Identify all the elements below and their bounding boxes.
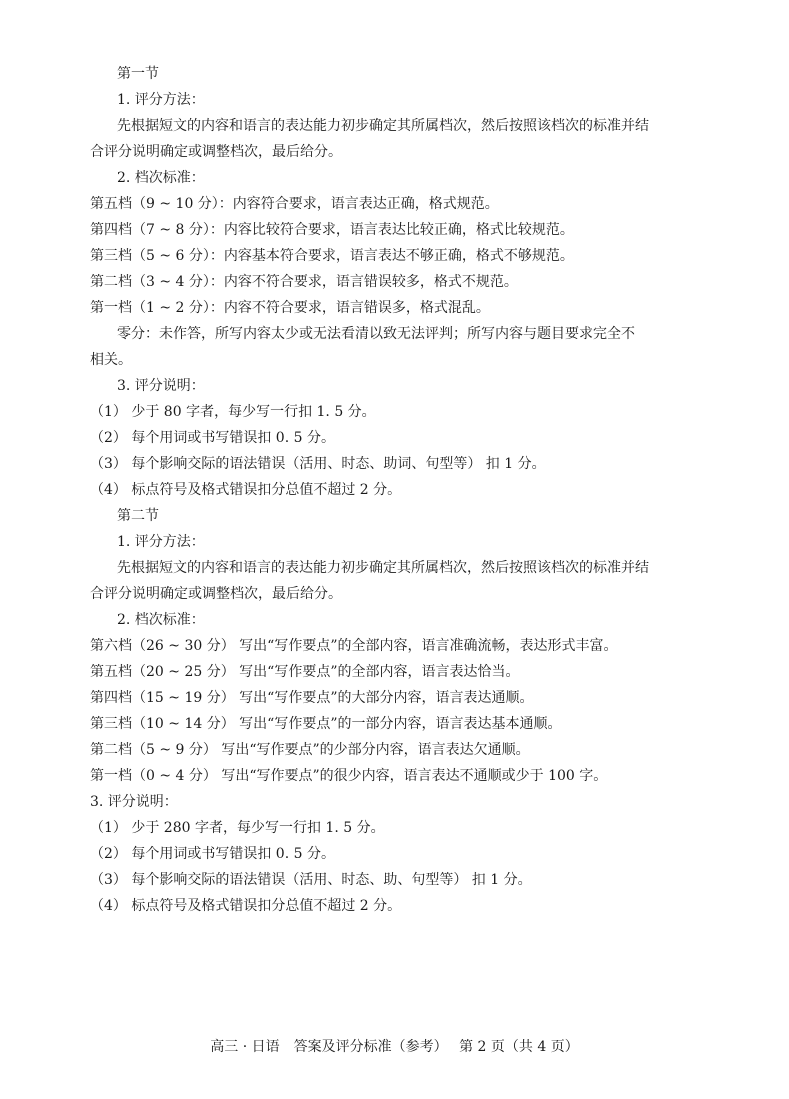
section2-level-3: 第三档（10 ~ 14 分） 写出“写作要点”的一部分内容，语言表达基本通顺。 [90, 716, 562, 732]
section1-method-title: 1. 评分方法： [117, 92, 205, 108]
section2-level-6: 第六档（26 ~ 30 分） 写出“写作要点”的全部内容，语言准确流畅，表达形式丰富。 [90, 638, 618, 654]
section2-level-4: 第四档（15 ~ 19 分） 写出“写作要点”的大部分内容，语言表达通顺。 [90, 690, 534, 706]
section2-note-3: （3） 每个影响交际的语法错误（活用、时态、助、句型等） 扣 1 分。 [90, 872, 532, 888]
section2-method-text-cont: 合评分说明确定或调整档次，最后给分。 [90, 586, 342, 602]
section1-note-1: （1） 少于 80 字者，每少写一行扣 1. 5 分。 [90, 404, 376, 420]
page-footer: 高三 · 日语 答案及评分标准（参考） 第 2 页（共 4 页） [210, 1039, 579, 1055]
section1-heading: 第一节 [117, 66, 159, 82]
section1-zero-score-cont: 相关。 [90, 352, 132, 368]
section1-zero-score: 零分：未作答，所写内容太少或无法看清以致无法评判；所写内容与题目要求完全不 [117, 326, 635, 342]
section1-levels-title: 2. 档次标准： [117, 170, 205, 186]
section1-level-1: 第一档（1 ~ 2 分）：内容不符合要求，语言错误多，格式混乱。 [90, 300, 490, 316]
section1-level-5: 第五档（9 ~ 10 分）：内容符合要求，语言表达正确，格式规范。 [90, 196, 499, 212]
section2-note-1: （1） 少于 280 字者，每少写一行扣 1. 5 分。 [90, 820, 385, 836]
section1-method-text: 先根据短文的内容和语言的表达能力初步确定其所属档次，然后按照该档次的标准并结 [117, 118, 649, 134]
section2-notes-title: 3. 评分说明： [90, 794, 178, 810]
section1-level-3: 第三档（5 ~ 6 分）：内容基本符合要求，语言表达不够正确，格式不够规范。 [90, 248, 574, 264]
section1-level-4: 第四档（7 ~ 8 分）：内容比较符合要求，语言表达比较正确，格式比较规范。 [90, 222, 574, 238]
section1-note-2: （2） 每个用词或书写错误扣 0. 5 分。 [90, 430, 335, 446]
section2-method-text: 先根据短文的内容和语言的表达能力初步确定其所属档次，然后按照该档次的标准并结 [117, 560, 649, 576]
section2-level-2: 第二档（5 ~ 9 分） 写出“写作要点”的少部分内容，语言表达欠通顺。 [90, 742, 530, 758]
section2-method-title: 1. 评分方法： [117, 534, 205, 550]
section2-level-5: 第五档（20 ~ 25 分） 写出“写作要点”的全部内容，语言表达恰当。 [90, 664, 520, 680]
section2-level-1: 第一档（0 ~ 4 分） 写出“写作要点”的很少内容，语言表达不通顺或少于 100 字。 [90, 768, 608, 784]
section2-heading: 第二节 [117, 508, 159, 524]
page-content [90, 61, 715, 919]
section1-note-4: （4） 标点符号及格式错误扣分总值不超过 2 分。 [90, 482, 402, 498]
section1-method-text-cont: 合评分说明确定或调整档次，最后给分。 [90, 144, 342, 160]
section1-level-2: 第二档（3 ~ 4 分）：内容不符合要求，语言错误较多，格式不规范。 [90, 274, 518, 290]
section2-levels-title: 2. 档次标准： [117, 612, 205, 628]
section2-note-4: （4） 标点符号及格式错误扣分总值不超过 2 分。 [90, 898, 402, 914]
section2-note-2: （2） 每个用词或书写错误扣 0. 5 分。 [90, 846, 335, 862]
section1-note-3: （3） 每个影响交际的语法错误（活用、时态、助词、句型等） 扣 1 分。 [90, 456, 546, 472]
section1-notes-title: 3. 评分说明： [117, 378, 205, 394]
